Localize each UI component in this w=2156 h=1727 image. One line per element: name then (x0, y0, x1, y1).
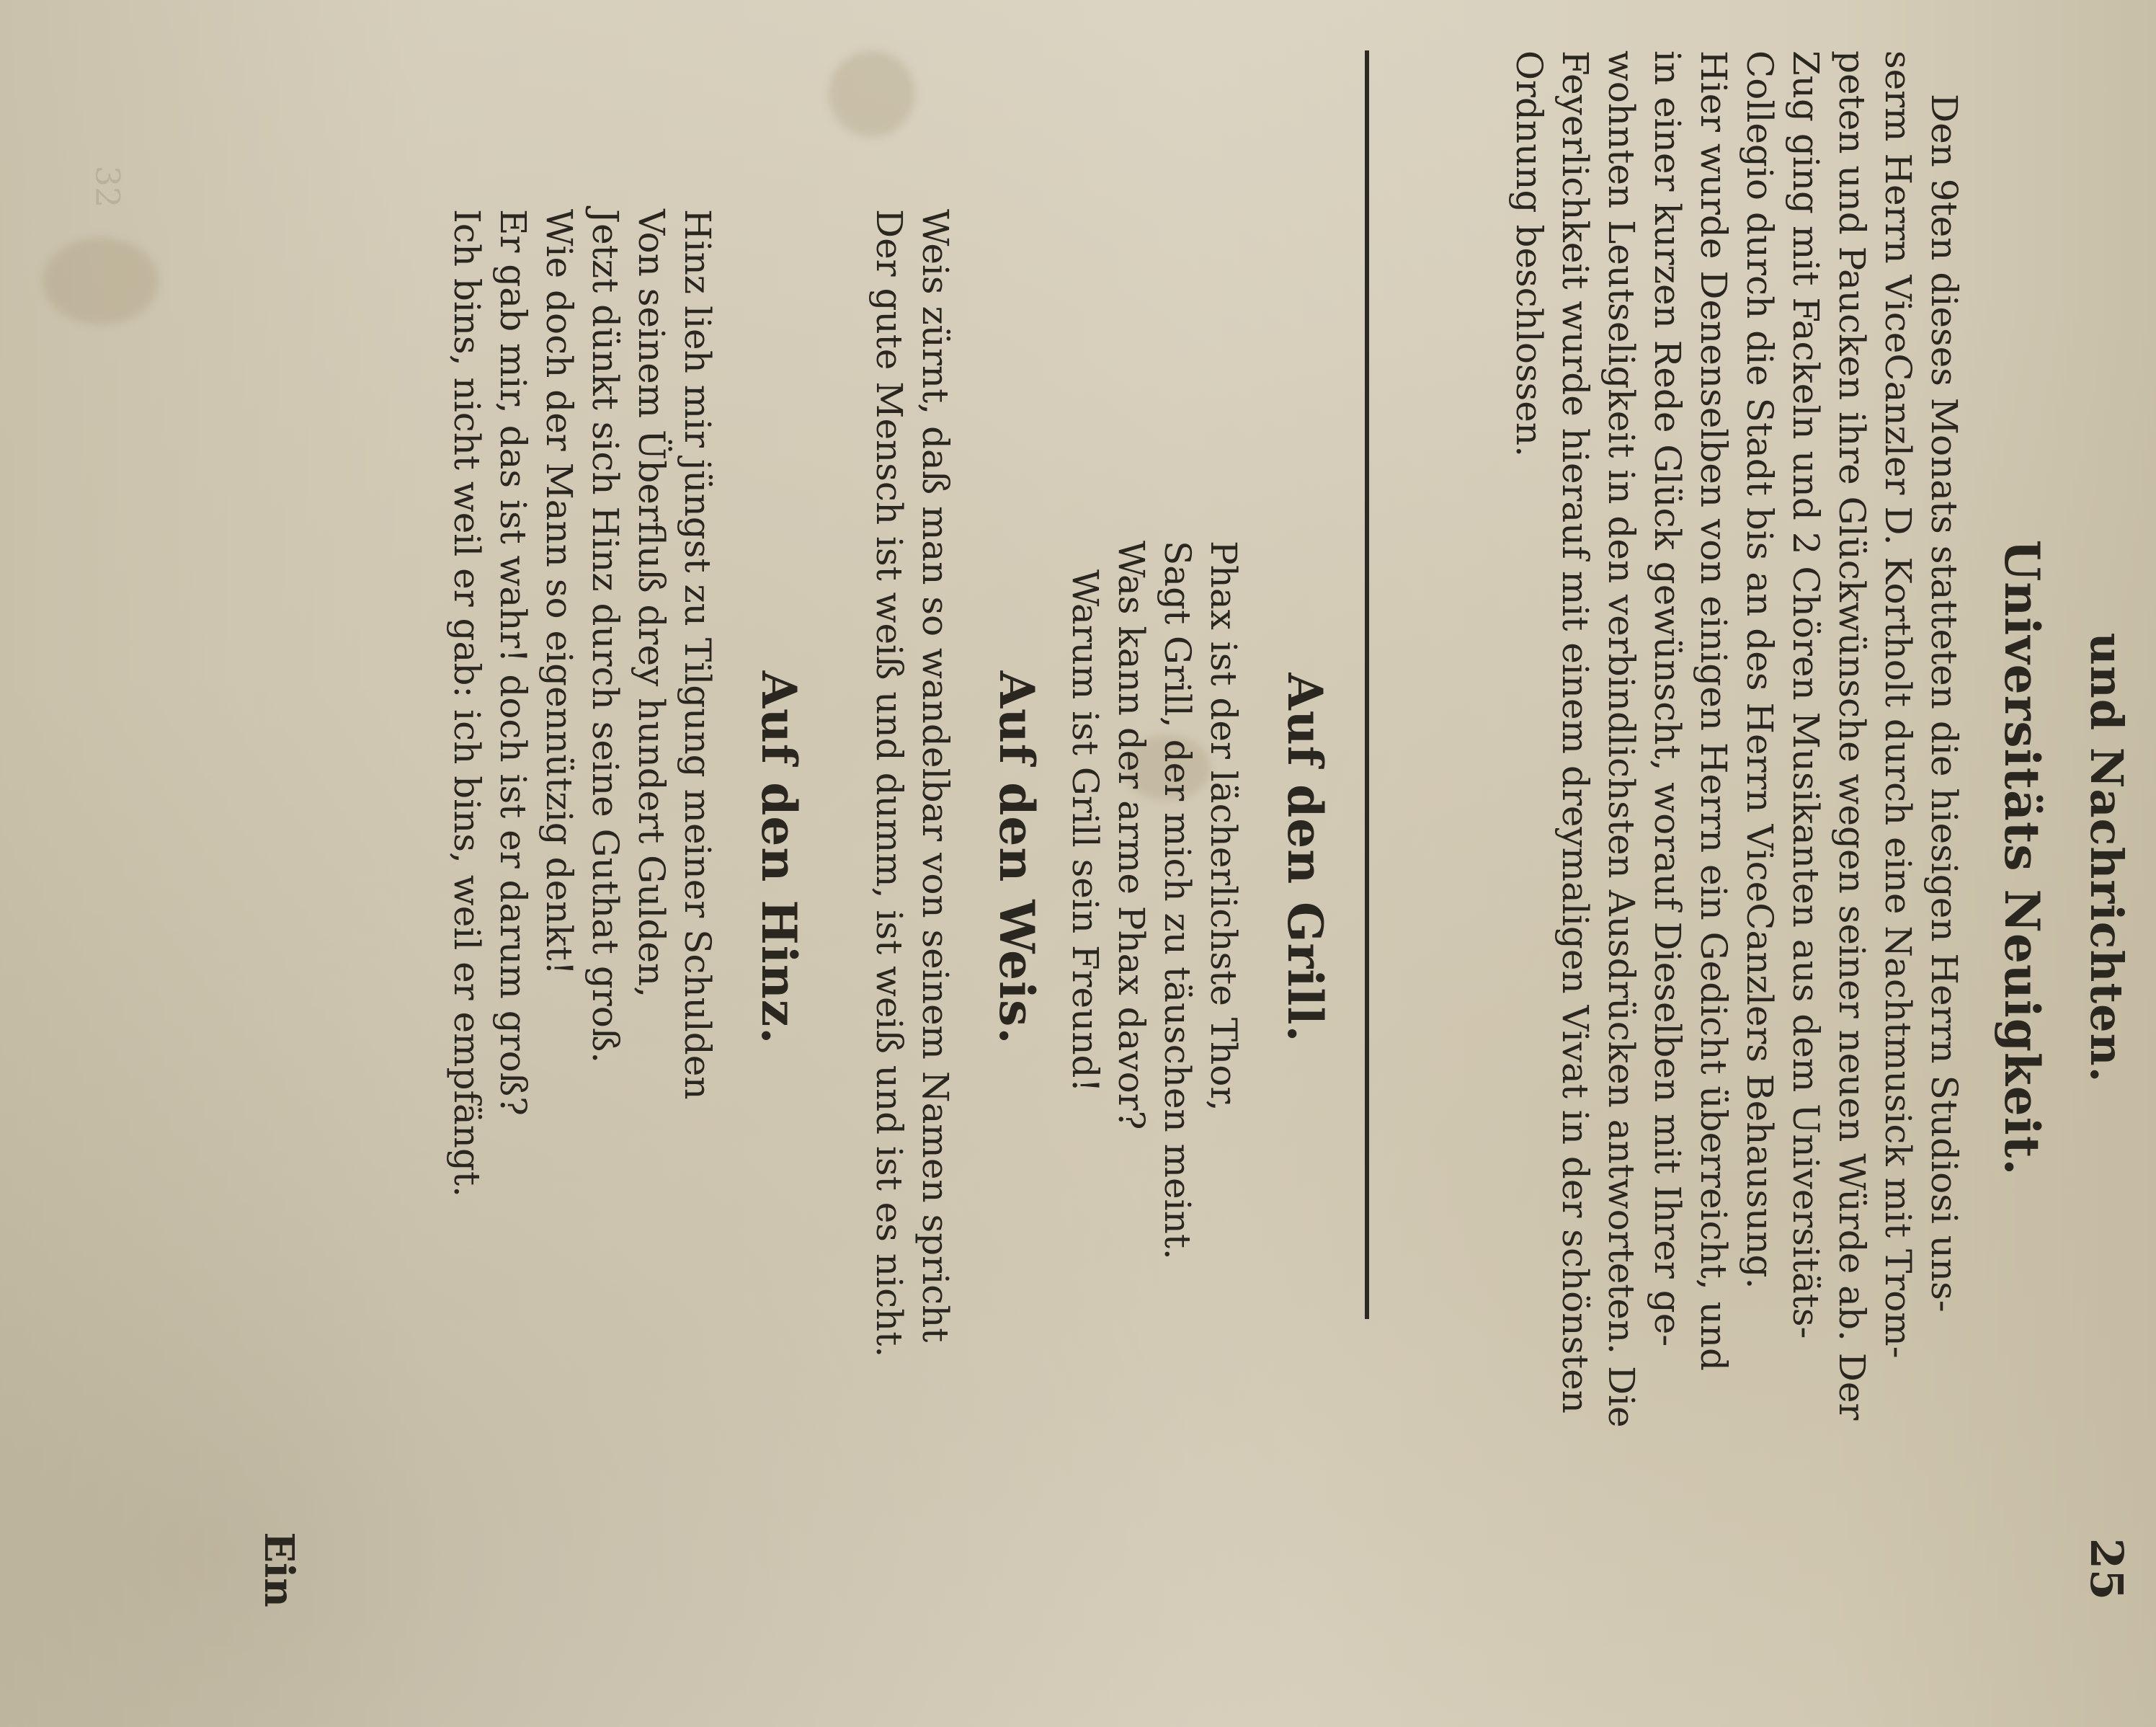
paper-stain (43, 238, 159, 324)
page-number: 25 (2080, 1537, 2133, 1600)
poem-grill (1062, 541, 1247, 1260)
catchword: Ein (255, 1532, 303, 1607)
poem-title: Auf den Hinz. (751, 670, 807, 1045)
poem-line: Phax ist der lächerlichste Thor, (1203, 541, 1244, 1111)
poem-line: Ich bins, nicht weil er gab: ich bins, weil er empfängt. (446, 209, 488, 1197)
running-head: und Nachrichten. (2080, 632, 2133, 1083)
poem-line: Er gab mir, das ist wahr! doch ist er darum groß? (492, 209, 534, 1116)
poem-title: Auf den Grill. (1277, 672, 1333, 1043)
poem-line: Der gute Mensch ist weiß und dumm, ist weiß und ist es nicht. (868, 209, 910, 1358)
poem-line: Jetzt dünkt sich Hinz durch seine Guthat groß. (584, 209, 626, 1064)
poem-hinz (444, 209, 721, 1197)
poem-line: Weis zürnt, daß man so wandelbar von seinem Namen spricht (914, 209, 956, 1343)
paragraph-line: in einer kurzen Rede Glück gewünscht, worauf Dieselben mit Ihrer ge- (1647, 50, 1688, 1347)
paragraph-line: peten und Paucken ihre Glückwünsche wegen seiner neuen Würde ab. Der (1831, 50, 1873, 1421)
poem-line: Sagt Grill, der mich zu täuschen meint. (1157, 541, 1198, 1260)
poem-line: Warum ist Grill sein Freund! (1064, 569, 1106, 1093)
poem-line: Wie doch der Mann so eigennützig denkt! (538, 209, 580, 975)
paragraph-line: Den 9ten dieses Monats statteten die hiesigen Herrn Studiosi uns- (1923, 94, 1965, 1313)
paragraph-line: Feyerlichkeit wurde hierauf mit einem dreymaligen Vivat in der schönsten (1554, 50, 1596, 1413)
paragraph-line: Hier wurde Denenselben von einigen Herrn ein Gedicht überreicht, und (1693, 50, 1734, 1372)
poem-line: Hinz lieh mir jüngst zu Tilgung meiner Schulden (677, 209, 718, 1100)
section-divider-rule (1365, 50, 1369, 1319)
section-title: Universitäts Neuigkeit. (1994, 539, 2050, 1176)
rotated-page-content (231, 50, 2133, 1665)
poem-title: Auf den Weis. (989, 670, 1045, 1045)
poem-line: Von seinem Überfluß drey hundert Gulden, (631, 209, 672, 998)
paragraph-line: serm Herrn ViceCanzler D. Kortholt durch eine Nachtmusick mit Trom- (1877, 50, 1919, 1359)
poem-weis (866, 209, 958, 1357)
paragraph-line: Zug ging mit Fackeln und 2 Chören Musikanten aus dem Universitäts- (1785, 50, 1827, 1339)
paragraph-line: Ordnung beschlossen. (1508, 50, 1550, 457)
poem-line: Was kann der arme Phax davor? (1110, 541, 1152, 1130)
news-paragraph (1506, 50, 1967, 1579)
paragraph-line: wohnten Leutseligkeit in den verbindlichsten Ausdrücken antworteten. Die (1600, 50, 1642, 1428)
paragraph-line: Collegio durch die Stadt bis an des Herrn ViceCanzlers Behausung. (1739, 50, 1781, 1289)
bleed-through-mark: 32 (88, 165, 128, 208)
